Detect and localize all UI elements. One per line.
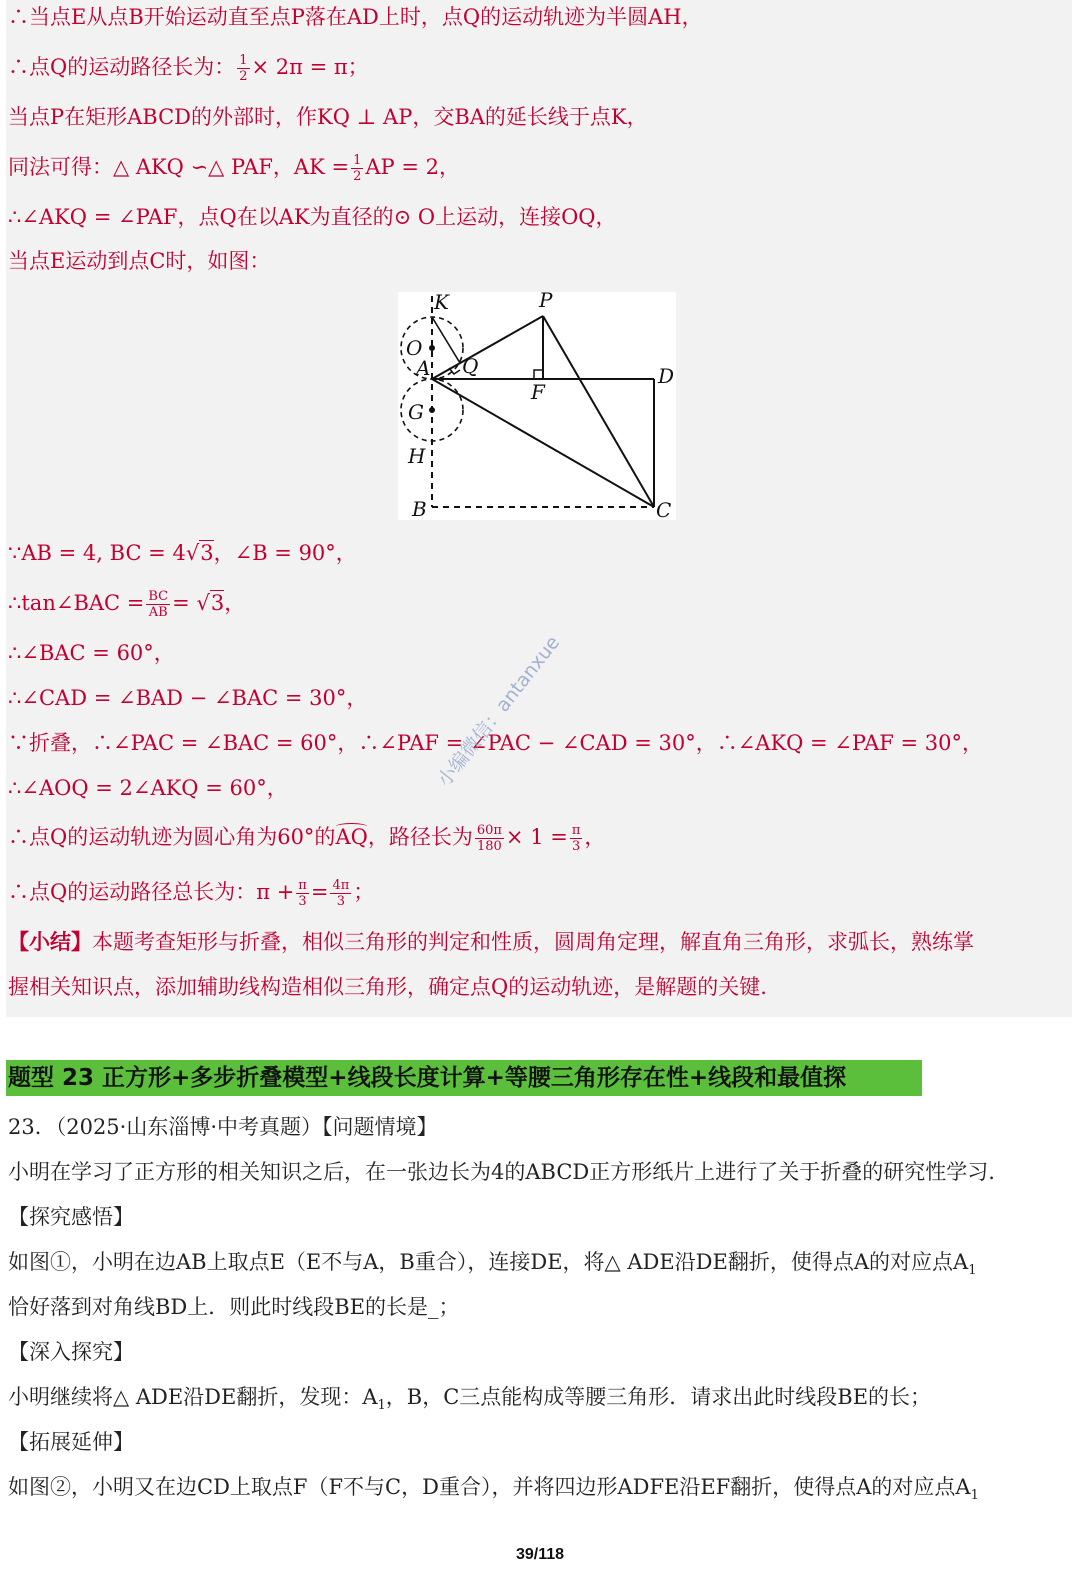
math-line-3: ∴∠BAC = 60°，	[8, 641, 175, 665]
math-line-8: ∴点Q的运动路径总长为：π + $\frac{\pi}{3}$ = $\frac{4\pi}{3}$ ；	[8, 878, 375, 909]
label-b: B	[412, 497, 427, 521]
point-g	[429, 407, 435, 413]
solution-line-1: ∴当点E从点B开始运动直至点P落在AD上时，点Q的运动轨迹为半圆AH，	[8, 5, 703, 29]
label-p: P	[539, 288, 553, 312]
heading-explore: 【探究感悟】	[8, 1205, 134, 1229]
fraction-pi-3: $\frac{\pi}{3}$	[571, 823, 581, 854]
label-o: O	[406, 336, 423, 360]
heading-extend: 【拓展延伸】	[8, 1430, 134, 1454]
heading-deep: 【深入探究】	[8, 1340, 134, 1364]
arc-aq: AQ	[335, 822, 367, 852]
problem-paragraph-2: 如图①，小明在边AB上取点E（E不与A，B重合），连接DE，将△ ADE沿DE翻折，使得点A的对应点$A_1$	[8, 1250, 977, 1279]
solution-line-4: 同法可得：△ AKQ ∽△ PAF，AK = $\frac{1}{2}$ AP = 2，	[8, 153, 460, 184]
label-k: K	[434, 290, 449, 314]
label-d: D	[658, 364, 675, 388]
problem-header: 23．（2025·山东淄博·中考真题）【问题情境】	[8, 1115, 438, 1139]
solution-line-5: ∴∠AKQ = ∠PAF，点Q在以AK为直径的⊙ O上运动，连接OQ，	[8, 205, 617, 229]
fraction-half: $\frac{1}{2}$	[353, 153, 362, 184]
label-a: A	[416, 356, 431, 380]
math-line-5: ∵折叠，∴∠PAC = ∠BAC = 60°，∴∠PAF = ∠PAC − ∠CAD = 30°，∴∠AKQ = ∠PAF = 30°，	[8, 731, 984, 755]
line-ap	[432, 316, 543, 379]
line-pc	[543, 316, 654, 507]
summary-line-2: 握相关知识点，添加辅助线构造相似三角形，确定点Q的运动轨迹，是解题的关键.	[8, 975, 767, 999]
math-line-1: ∵AB = 4, BC = 4√3，∠B = 90°，	[8, 541, 357, 565]
math-line-6: ∴∠AOQ = 2∠AKQ = 60°，	[8, 776, 288, 800]
fraction-half: $\frac{1}{2}$	[239, 53, 248, 84]
figure-drawing	[398, 292, 676, 520]
section-banner: 题型 23 正方形+多步折叠模型+线段长度计算+等腰三角形存在性+线段和最值探	[6, 1060, 922, 1096]
fraction-bc-ab: $\frac{BC}{AB}$	[148, 589, 169, 620]
label-q: Q	[462, 354, 479, 378]
solution-line-3: 当点P在矩形ABCD的外部时，作KQ ⊥ AP，交BA的延长线于点K，	[8, 105, 648, 129]
summary-line-1: 【小结】本题考查矩形与折叠，相似三角形的判定和性质，圆周角定理，解直角三角形，求弧长，熟练掌	[8, 929, 974, 954]
problem-paragraph-3: 小明继续将△ ADE沿DE翻折，发现：$A_1$，B，C三点能构成等腰三角形．请求出此时线段BE的长；	[8, 1385, 932, 1414]
fraction-60pi-180: $\frac{60\pi}{180}$	[476, 823, 502, 854]
geometry-figure	[398, 288, 676, 522]
label-h: H	[408, 444, 426, 468]
math-line-7: ∴点Q的运动轨迹为圆心角为60°的AQ，路径长为 $\frac{60\pi}{180}$ × 1 = $\frac{\pi}{3}$ ，	[8, 823, 606, 854]
solution-line-2: ∴点Q的运动路径长为： $\frac{1}{2}$ × 2π = π；	[8, 53, 369, 84]
problem-paragraph-1: 小明在学习了正方形的相关知识之后，在一张边长为4的ABCD正方形纸片上进行了关于折叠的研究性学习.	[8, 1160, 995, 1184]
label-f: F	[531, 380, 545, 404]
fraction-4pi-3: $\frac{4\pi}{3}$	[332, 878, 350, 909]
summary-tag: 【小结】	[8, 929, 92, 954]
watermark: 小编微信：antanxue	[433, 631, 565, 792]
problem-paragraph-2b: 恰好落到对角线BD上．则此时线段BE的长是_；	[8, 1295, 460, 1319]
math-line-2: ∴tan∠BAC = $\frac{BC}{AB}$ = √3，	[8, 589, 246, 620]
line-kq	[432, 317, 460, 363]
page-number: 39/118	[515, 1546, 565, 1563]
solution-line-6: 当点E运动到点C时，如图：	[8, 249, 271, 273]
right-angle-f	[534, 370, 543, 379]
fraction-pi-3: $\frac{\pi}{3}$	[298, 878, 307, 909]
math-line-4: ∴∠CAD = ∠BAD − ∠BAC = 30°，	[8, 686, 368, 710]
label-c: C	[656, 498, 672, 522]
label-g: G	[408, 400, 424, 424]
problem-paragraph-4: 如图②，小明又在边CD上取点F（F不与C，D重合），并将四边形ADFE沿EF翻折，使得点A的对应点$A_1$	[8, 1475, 979, 1504]
point-o	[429, 345, 435, 351]
